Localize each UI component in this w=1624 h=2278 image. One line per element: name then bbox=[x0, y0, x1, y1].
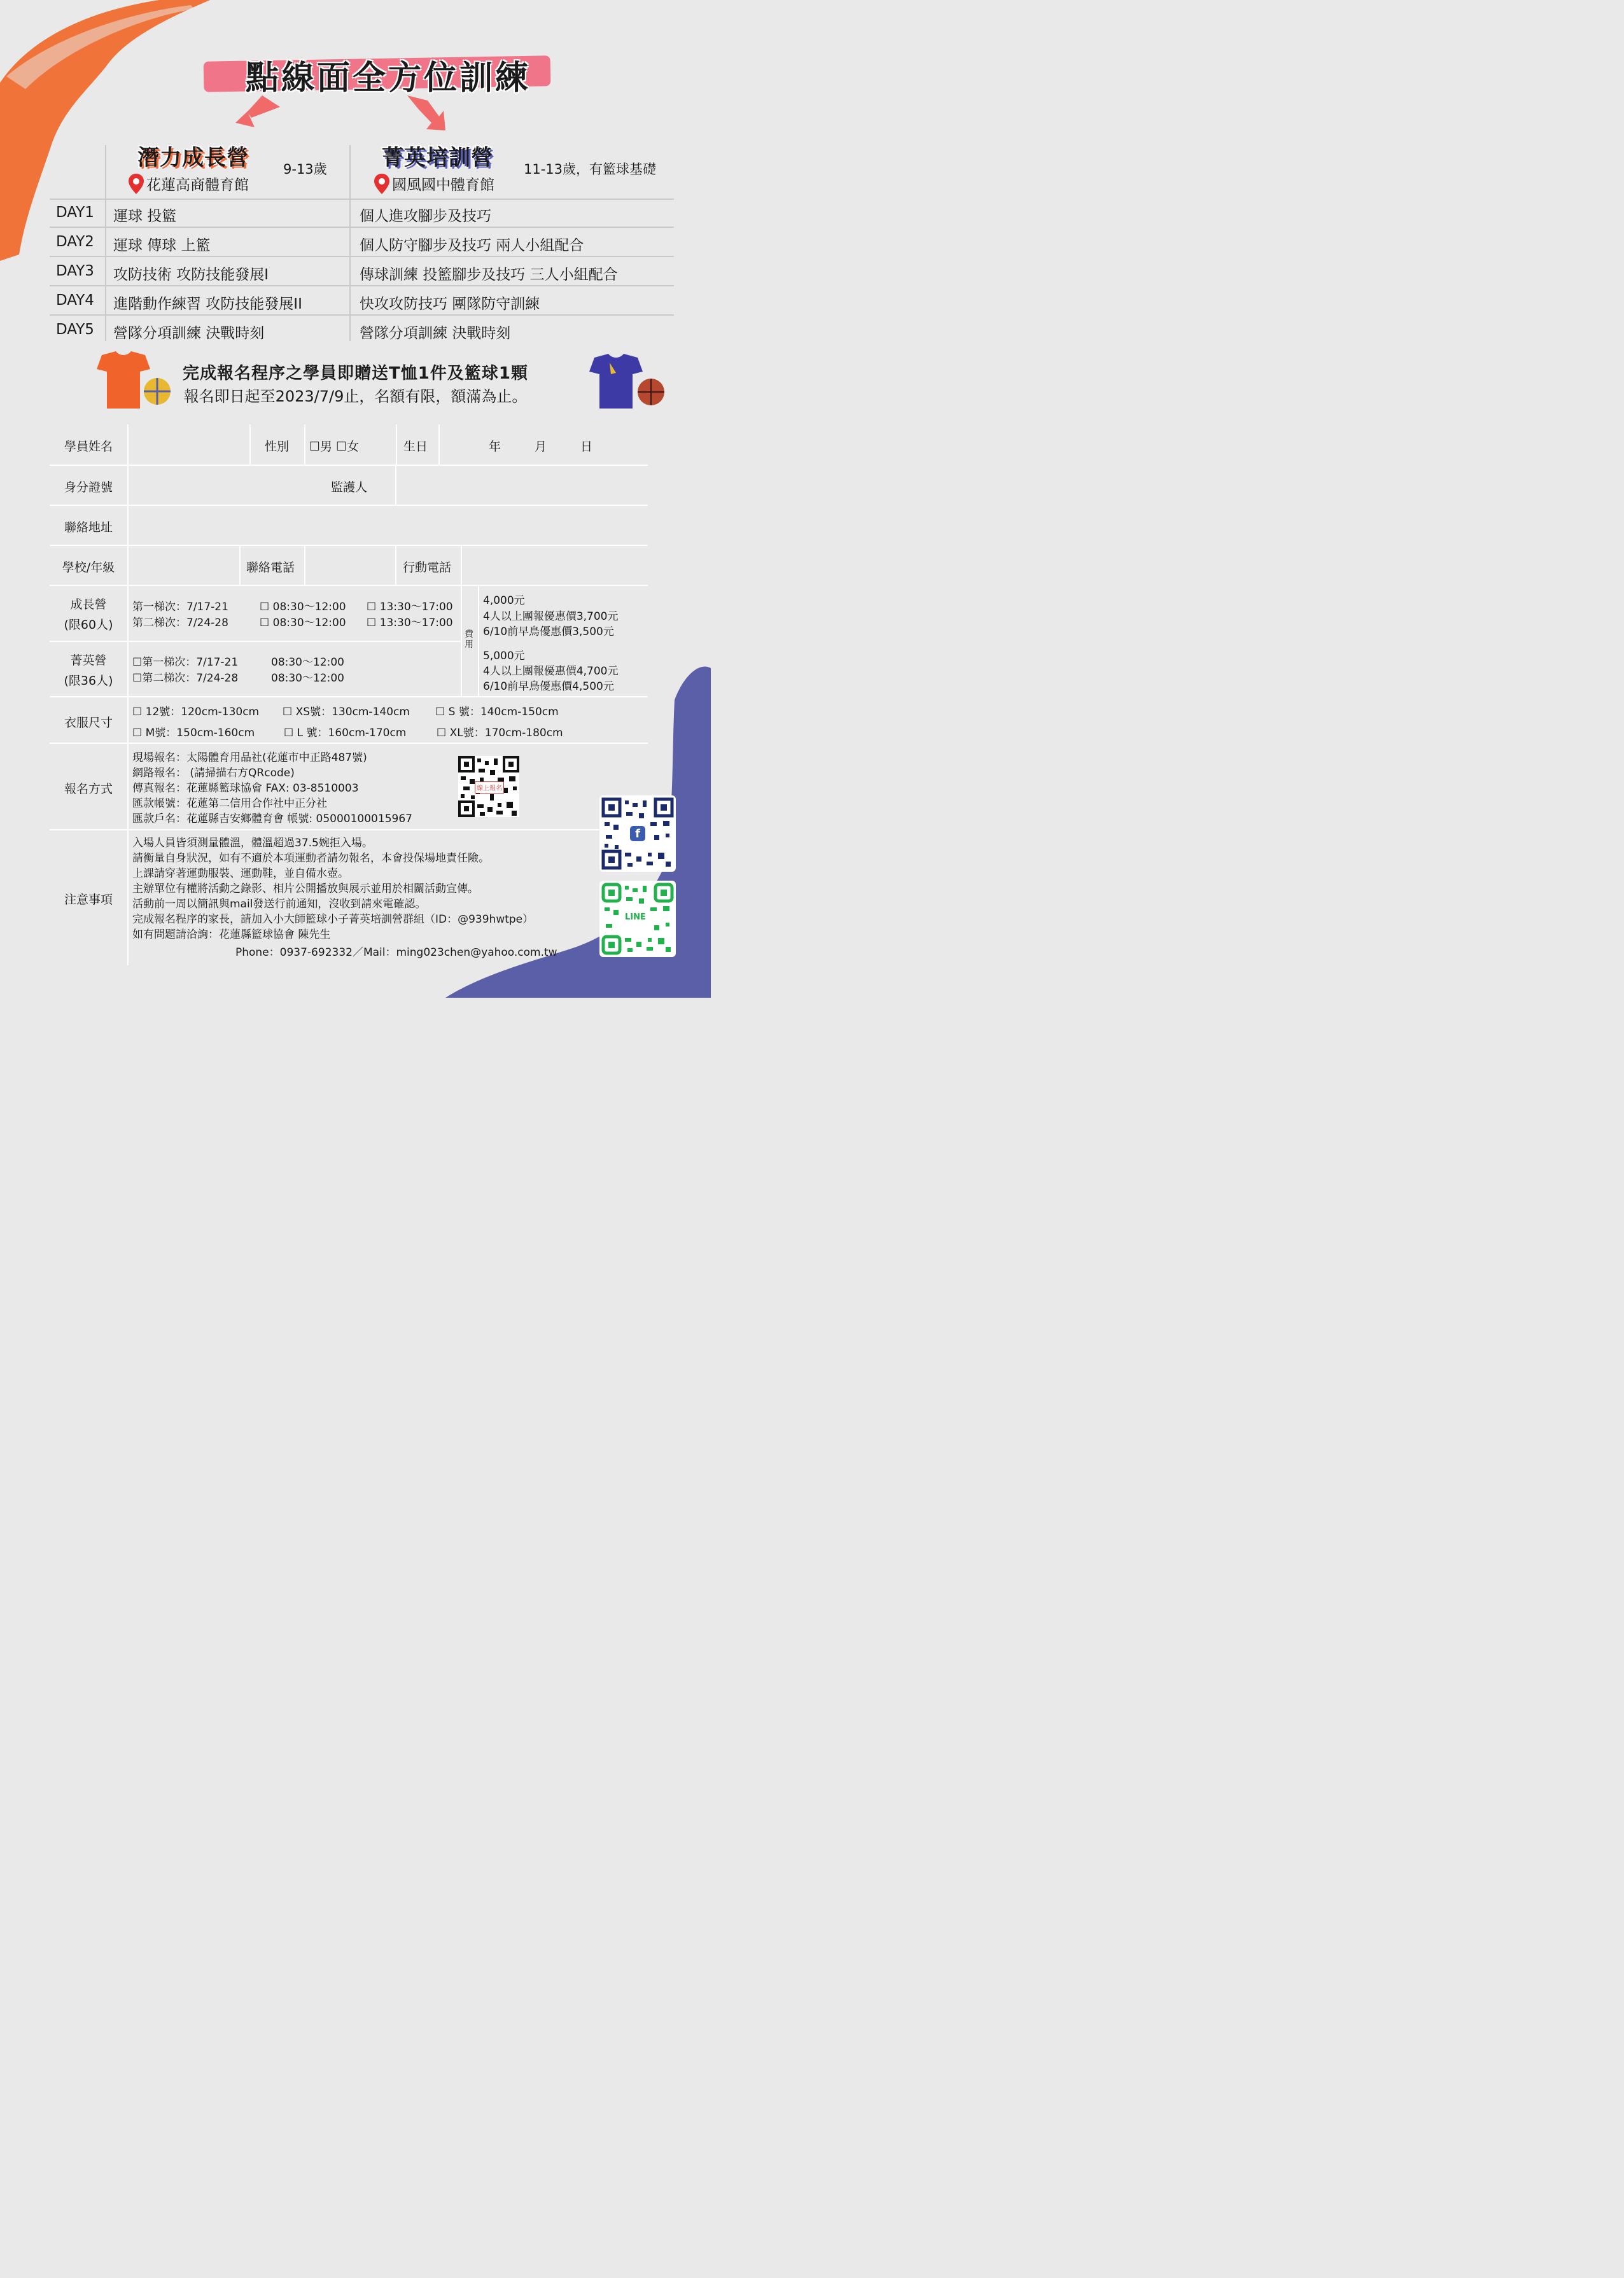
elite-day-content: 個人進攻腳步及技巧 bbox=[360, 208, 491, 225]
form-divider bbox=[50, 545, 648, 546]
location-pin-icon bbox=[374, 174, 389, 194]
elite-venue-text: 國風國中體育館 bbox=[392, 177, 494, 193]
size-label: 衣服尺寸 bbox=[64, 716, 113, 730]
school-grade-label: 學校/年級 bbox=[62, 561, 115, 575]
elite-fee-2: 4人以上團報優惠價4,700元 bbox=[483, 665, 619, 678]
day-label: DAY5 bbox=[56, 321, 94, 338]
form-divider bbox=[396, 424, 397, 465]
growth-fee-3: 6/10前早鳥優惠價3,500元 bbox=[483, 625, 614, 638]
note-line: 活動前一周以簡訊與mail發送行前通知，沒收到請來電確認。 bbox=[132, 898, 426, 911]
elite-camp-age: 11-13歲，有籃球基礎 bbox=[524, 162, 657, 177]
line-qr-code[interactable] bbox=[599, 881, 676, 957]
form-divider bbox=[395, 545, 396, 585]
growth-fee-1: 4,000元 bbox=[483, 594, 525, 607]
day-label: DAY1 bbox=[56, 204, 94, 221]
growth-batch2-am-checkbox[interactable]: ☐ 08:30～12:00 bbox=[260, 617, 346, 629]
form-divider bbox=[461, 545, 462, 696]
form-divider bbox=[127, 424, 129, 965]
form-divider bbox=[239, 545, 241, 585]
growth-camp-age: 9-13歲 bbox=[283, 162, 327, 177]
note-line: 主辦單位有權將活動之錄影、相片公開播放與展示並用於相關活動宣傳。 bbox=[132, 883, 479, 895]
facebook-qr-code[interactable] bbox=[599, 795, 676, 872]
facebook-icon: f bbox=[630, 826, 645, 841]
register-method-label: 報名方式 bbox=[64, 782, 113, 796]
elite-day-content: 個人防守腳步及技巧 兩人小組配合 bbox=[360, 237, 584, 254]
form-divider bbox=[249, 424, 251, 465]
schedule-row bbox=[50, 199, 674, 228]
form-divider bbox=[50, 743, 648, 744]
growth-camp-limit: (限60人) bbox=[64, 618, 113, 632]
birthday-label: 生日 bbox=[403, 440, 428, 454]
qr-caption: 線上報名 bbox=[475, 781, 504, 793]
register-line: 網路報名： (請掃描右方QRcode) bbox=[132, 767, 295, 779]
note-line: 如有問題請洽詢：花蓮縣籃球協會 陳先生 bbox=[132, 928, 331, 941]
form-divider bbox=[438, 424, 440, 465]
registration-qr-code[interactable] bbox=[458, 756, 519, 817]
birthday-month-label: 月 bbox=[535, 440, 547, 454]
form-divider bbox=[50, 585, 648, 586]
right-arrow bbox=[407, 95, 445, 130]
left-arrow bbox=[235, 95, 280, 127]
growth-fee-2: 4人以上團報優惠價3,700元 bbox=[483, 610, 619, 623]
growth-batch1: 第一梯次：7/17-21 bbox=[132, 601, 228, 613]
growth-camp-venue bbox=[129, 173, 249, 194]
elite-camp-title: 菁英培訓營 bbox=[382, 145, 493, 171]
size-s-checkbox[interactable]: ☐ S 號：140cm-150cm bbox=[435, 706, 559, 718]
schedule-row bbox=[50, 316, 674, 344]
size-12-checkbox[interactable]: ☐ 12號：120cm-130cm bbox=[132, 706, 260, 718]
day-label: DAY3 bbox=[56, 263, 94, 279]
day-label: DAY2 bbox=[56, 234, 94, 250]
elite-day-content: 快攻攻防技巧 團隊防守訓練 bbox=[360, 296, 540, 312]
form-divider bbox=[50, 641, 462, 642]
student-name-field[interactable] bbox=[131, 428, 246, 461]
elite-batch1-checkbox[interactable]: ☐第一梯次：7/17-21 bbox=[132, 656, 239, 669]
form-divider bbox=[478, 585, 479, 696]
form-divider bbox=[50, 505, 648, 506]
elite-day-content: 營隊分項訓練 決戰時刻 bbox=[360, 325, 511, 342]
elite-batch2-checkbox[interactable]: ☐第二梯次：7/24-28 bbox=[132, 672, 239, 685]
growth-camp-label: 成長營 bbox=[70, 597, 107, 611]
register-line: 匯款戶名：花蓮縣吉安鄉體育會 帳號: 05000100015967 bbox=[132, 813, 412, 825]
growth-batch1-pm-checkbox[interactable]: ☐ 13:30～17:00 bbox=[367, 601, 453, 613]
promo-gift-text: 完成報名程序之學員即贈送T恤1件及籃球1顆 bbox=[183, 364, 528, 383]
register-line: 現場報名：太陽體育用品社(花蓮市中正路487號) bbox=[132, 751, 367, 764]
growth-day-content: 攻防技術 攻防技能發展I bbox=[113, 267, 269, 283]
elite-batch1-time: 08:30～12:00 bbox=[271, 656, 344, 669]
register-line: 匯款帳號：花蓮第二信用合作社中正分社 bbox=[132, 797, 327, 810]
growth-day-content: 營隊分項訓練 決戰時刻 bbox=[113, 325, 265, 342]
elite-camp-label: 菁英營 bbox=[70, 653, 107, 667]
address-field[interactable] bbox=[131, 508, 643, 542]
note-line: 完成報名程序的家長，請加入小大師籃球小子菁英培訓營群組（ID：@939hwtpe） bbox=[132, 913, 534, 926]
schedule-row bbox=[50, 257, 674, 286]
gender-label: 性別 bbox=[265, 440, 290, 454]
registration-form bbox=[50, 424, 648, 965]
growth-day-content: 運球 傳球 上籃 bbox=[113, 237, 211, 254]
elite-camp-venue bbox=[374, 173, 494, 194]
id-number-label: 身分證號 bbox=[64, 480, 113, 494]
elite-batch2-time: 08:30～12:00 bbox=[271, 672, 344, 685]
form-divider bbox=[50, 696, 648, 697]
size-m-checkbox[interactable]: ☐ M號：150cm-160cm bbox=[132, 727, 255, 739]
growth-batch2: 第二梯次：7/24-28 bbox=[132, 617, 228, 629]
schedule-row bbox=[50, 286, 674, 316]
birthday-day-label: 日 bbox=[580, 440, 593, 454]
growth-venue-text: 花蓮高商體育館 bbox=[146, 177, 249, 193]
school-grade-field[interactable] bbox=[131, 549, 236, 582]
location-pin-icon bbox=[129, 174, 144, 194]
growth-camp-title: 潛力成長營 bbox=[137, 145, 249, 171]
note-line: 上課請穿著運動服裝、運動鞋，並自備水壺。 bbox=[132, 867, 349, 880]
fee-label: 費用 bbox=[465, 629, 473, 650]
growth-batch2-pm-checkbox[interactable]: ☐ 13:30～17:00 bbox=[367, 617, 453, 629]
size-l-checkbox[interactable]: ☐ L 號：160cm-170cm bbox=[284, 727, 407, 739]
elite-fee-3: 6/10前早鳥優惠價4,500元 bbox=[483, 680, 614, 693]
address-label: 聯絡地址 bbox=[64, 521, 113, 535]
form-divider bbox=[304, 424, 305, 465]
promo-deadline-text: 報名即日起至2023/7/9止，名額有限，額滿為止。 bbox=[183, 388, 528, 405]
day-label: DAY4 bbox=[56, 292, 94, 309]
contact-phone-field[interactable] bbox=[308, 549, 392, 582]
form-divider bbox=[395, 465, 396, 505]
register-line: 傳真報名：花蓮縣籃球協會 FAX: 03-8510003 bbox=[132, 782, 359, 795]
growth-day-content: 運球 投籃 bbox=[113, 208, 177, 225]
growth-day-content: 進階動作練習 攻防技能發展II bbox=[113, 296, 302, 312]
birthday-year-label: 年 bbox=[489, 440, 501, 454]
schedule-table bbox=[50, 199, 674, 344]
schedule-row bbox=[50, 228, 674, 257]
elite-fee-1: 5,000元 bbox=[483, 650, 525, 662]
gender-checkboxes[interactable]: ☐男 ☐女 bbox=[309, 440, 360, 454]
notes-label: 注意事項 bbox=[64, 893, 113, 907]
growth-batch1-am-checkbox[interactable]: ☐ 08:30～12:00 bbox=[260, 601, 346, 613]
line-icon: LINE bbox=[625, 912, 646, 922]
note-line: 入場人員皆須測量體溫，體溫超過37.5婉拒入場。 bbox=[132, 837, 373, 849]
mobile-phone-label: 行動電話 bbox=[403, 561, 452, 575]
page-title: 點線面全方位訓練 bbox=[245, 59, 531, 97]
form-divider bbox=[50, 465, 648, 466]
form-divider bbox=[304, 545, 305, 585]
elite-day-content: 傳球訓練 投籃腳步及技巧 三人小組配合 bbox=[360, 267, 618, 283]
size-xs-checkbox[interactable]: ☐ XS號：130cm-140cm bbox=[283, 706, 410, 718]
student-name-label: 學員姓名 bbox=[64, 440, 113, 454]
size-xl-checkbox[interactable]: ☐ XL號：170cm-180cm bbox=[437, 727, 563, 739]
contact-info: Phone：0937-692332／Mail：ming023chen@yahoo.com.tw bbox=[235, 946, 557, 959]
guardian-label: 監護人 bbox=[331, 480, 368, 494]
elite-camp-limit: (限36人) bbox=[64, 674, 113, 688]
note-line: 請衡量自身狀況，如有不適於本項運動者請勿報名，本會投保場地責任險。 bbox=[132, 852, 489, 865]
contact-phone-label: 聯絡電話 bbox=[246, 561, 295, 575]
guardian-field[interactable] bbox=[400, 468, 645, 501]
form-divider bbox=[50, 829, 648, 830]
mobile-phone-field[interactable] bbox=[465, 549, 644, 582]
